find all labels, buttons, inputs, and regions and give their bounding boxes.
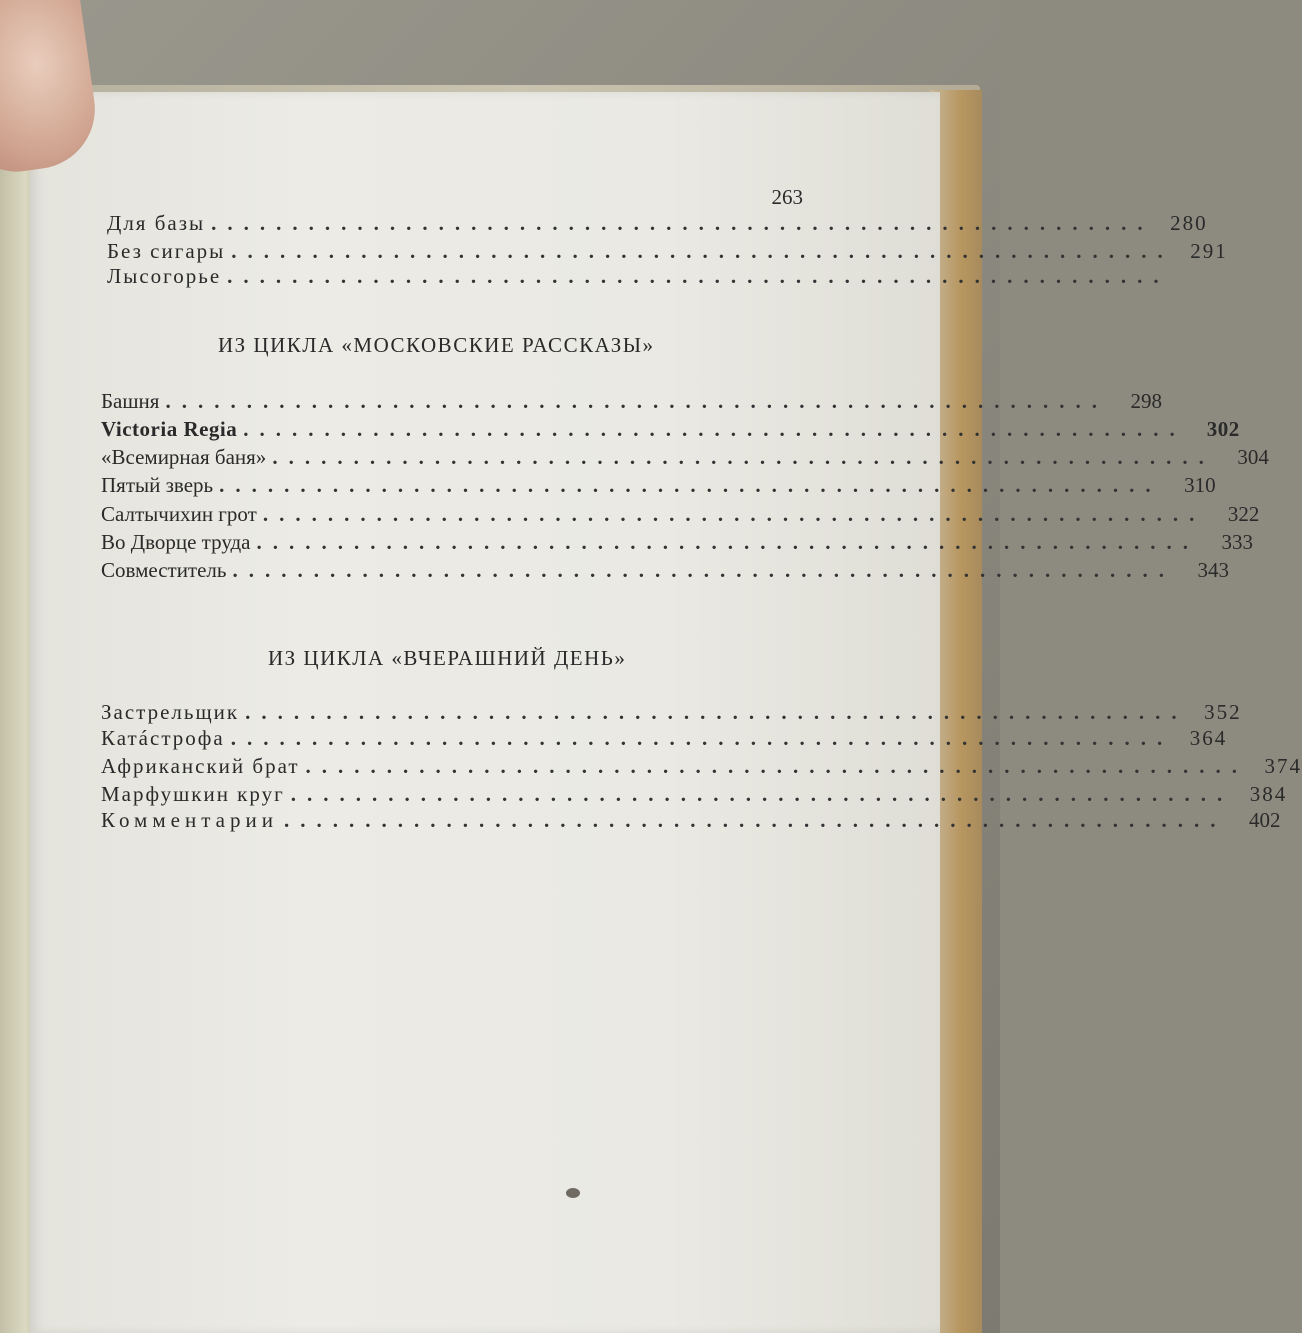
toc-entry-title: Лысогорье [107, 264, 222, 288]
toc-entry-title: Пятый зверь [101, 473, 214, 497]
toc-page-number: 291 [1190, 239, 1228, 263]
toc-leader-dots: .......................................................... [272, 445, 1215, 469]
toc-entry [101, 389, 1162, 414]
toc-leader-dots: .......................................................... [227, 264, 1170, 288]
toc-leader-dots: .......................................................... [211, 211, 1154, 235]
toc-entry [107, 211, 1208, 236]
toc-entry-title: Совместитель [101, 558, 227, 582]
toc-page-number: 402 [1248, 808, 1281, 832]
toc-entry-title: Для базы [107, 211, 206, 235]
toc-page-number: 298 [1130, 389, 1162, 413]
toc-entry [101, 502, 1260, 527]
toc-entry [101, 445, 1269, 470]
toc-entry-title: Башня [101, 389, 160, 413]
toc-page-number: 322 [1227, 502, 1260, 526]
toc-leader-dots: .......................................................... [232, 558, 1175, 582]
toc-entry [101, 726, 1228, 751]
ink-smudge [566, 1188, 580, 1198]
toc-leader-dots: .......................................................... [230, 726, 1174, 750]
toc-entry [101, 417, 1240, 442]
toc-entry [101, 754, 1302, 779]
toc-page-number: 280 [1170, 211, 1208, 235]
toc-page-number: 304 [1237, 445, 1269, 469]
toc-entry [107, 239, 1228, 264]
toc-entry [101, 808, 1281, 833]
toc-leader-dots: .......................................................... [243, 417, 1186, 441]
toc-page-number: 374 [1264, 754, 1302, 778]
section-heading: ИЗ ЦИКЛА «МОСКОВСКИЕ РАССКАЗЫ» [218, 333, 655, 357]
toc-entry-title: «Всемирная баня» [101, 445, 267, 469]
toc-leader-dots: .......................................................... [231, 239, 1174, 263]
toc-entry-title: Салтычихин грот [101, 502, 257, 526]
toc-leader-dots: .......................................................... [245, 700, 1188, 724]
toc-entry [101, 558, 1229, 583]
toc-page-number: 364 [1189, 726, 1228, 750]
toc-entry-title: Катáстрофа [101, 726, 225, 750]
toc-leader-dots: .......................................................... [283, 808, 1227, 832]
toc-page-number: 302 [1206, 417, 1240, 441]
toc-page-number: 352 [1204, 700, 1242, 724]
toc-leader-dots: .......................................................... [219, 473, 1162, 497]
toc-page-number: 310 [1184, 473, 1216, 497]
toc-page-number: 263 [771, 185, 803, 209]
toc-leader-dots: .......................................................... [262, 502, 1206, 526]
toc-entry-title: Комментарии [101, 808, 278, 832]
toc-leader-dots: .......................................................... [165, 389, 1108, 413]
toc-entry-title: Без сигары [107, 239, 226, 263]
toc-entry-title: Во Дворце труда [101, 530, 251, 554]
toc-entry [107, 264, 1170, 289]
toc-entry-title: Застрельщик [101, 700, 240, 724]
toc-entry-title: Марфушкин круг [101, 782, 285, 806]
toc-page-number: 333 [1221, 530, 1254, 554]
toc-entry [101, 473, 1216, 498]
toc-entry-title: Африканский брат [101, 754, 300, 778]
toc-entry [101, 700, 1242, 725]
section-heading: ИЗ ЦИКЛА «ВЧЕРАШНИЙ ДЕНЬ» [268, 646, 627, 670]
toc-page-number: 343 [1197, 558, 1229, 582]
toc-leader-dots: .......................................................... [290, 782, 1234, 806]
toc-page-number: 384 [1249, 782, 1288, 806]
toc-entry [101, 782, 1288, 807]
toc-entry [101, 530, 1254, 555]
toc-leader-dots: .......................................................... [256, 530, 1200, 554]
toc-leader-dots: .......................................................... [305, 754, 1249, 778]
toc-entry-title: Victoria Regia [101, 417, 238, 441]
